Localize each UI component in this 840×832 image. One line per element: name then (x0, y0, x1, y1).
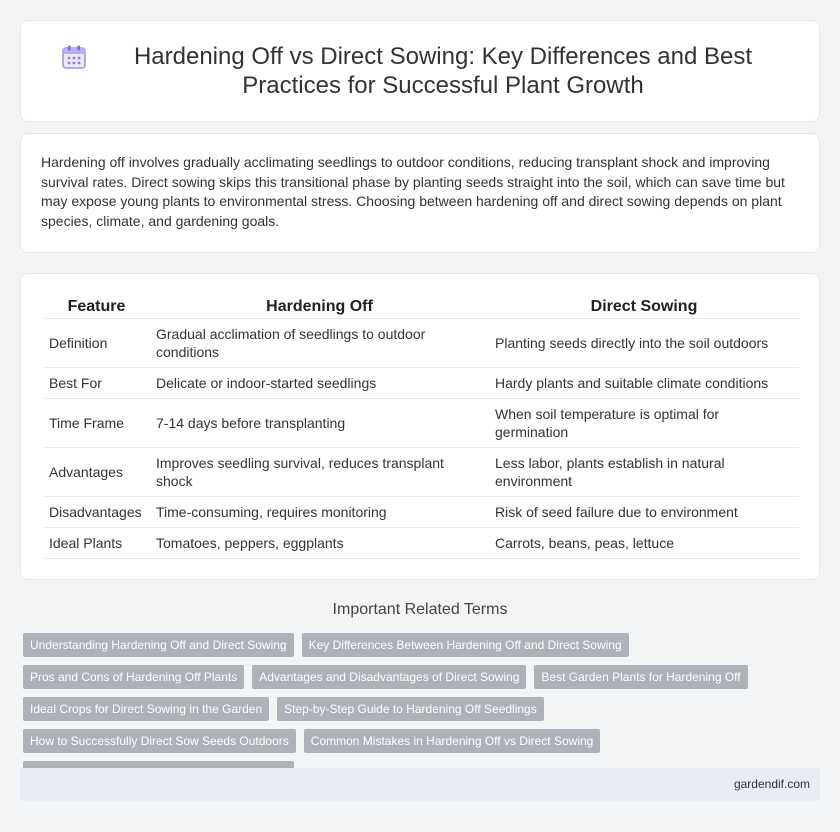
table-row (43, 398, 799, 447)
table-row (43, 447, 799, 496)
table-cell: Best For (43, 367, 150, 398)
comparison-card (20, 273, 820, 580)
comparison-table (43, 294, 799, 559)
related-term-tag[interactable]: Step-by-Step Guide to Hardening Off Seedlings (277, 697, 544, 721)
table-cell: Carrots, beans, peas, lettuce (489, 527, 799, 558)
related-term-tag[interactable]: Understanding Hardening Off and Direct Sowing (23, 633, 294, 657)
related-terms-title: Important Related Terms (332, 601, 508, 618)
table-cell: Risk of seed failure due to environment (489, 496, 799, 527)
header-hardening-off: Hardening Off (150, 294, 489, 318)
table-cell: Disadvantages (43, 496, 150, 527)
intro-card (20, 133, 820, 253)
table-cell: Time Frame (43, 398, 150, 447)
table-cell: When soil temperature is optimal for germination (489, 398, 799, 447)
related-term-tag[interactable]: Key Differences Between Hardening Off and Direct Sowing (302, 633, 629, 657)
page-title: Hardening Off vs Direct Sowing: Key Differences and Best Practices for Successful Plant Growth (133, 43, 753, 99)
footer-site-link[interactable]: gardendif.com (733, 777, 810, 791)
table-cell: Advantages (43, 447, 150, 496)
related-term-tag[interactable]: Common Mistakes in Hardening Off vs Direct Sowing (304, 729, 601, 753)
table-row (43, 318, 799, 367)
table-cell: Gradual acclimation of seedlings to outdoor conditions (150, 318, 489, 367)
related-term-tag[interactable]: Best Garden Plants for Hardening Off (534, 665, 747, 689)
header-feature: Feature (43, 294, 150, 318)
related-term-tag[interactable]: Ideal Crops for Direct Sowing in the Garden (23, 697, 269, 721)
table-cell: Delicate or indoor-started seedlings (150, 367, 489, 398)
header-direct-sowing: Direct Sowing (489, 294, 799, 318)
table-cell: Tomatoes, peppers, eggplants (150, 527, 489, 558)
table-cell: Planting seeds directly into the soil outdoors (489, 318, 799, 367)
title-card (20, 20, 820, 122)
table-cell: Definition (43, 318, 150, 367)
table-header-row (43, 294, 799, 318)
table-cell: Less labor, plants establish in natural environment (489, 447, 799, 496)
table-cell: Ideal Plants (43, 527, 150, 558)
table-cell: Hardy plants and suitable climate conditions (489, 367, 799, 398)
related-term-tag[interactable]: How to Successfully Direct Sow Seeds Outdoors (23, 729, 296, 753)
footer (20, 768, 820, 801)
table-row (43, 496, 799, 527)
table-cell: 7-14 days before transplanting (150, 398, 489, 447)
calendar-icon (61, 44, 87, 70)
related-term-tag[interactable]: Pros and Cons of Hardening Off Plants (23, 665, 244, 689)
related-term-tag[interactable]: Advantages and Disadvantages of Direct Sowing (252, 665, 526, 689)
table-row (43, 527, 799, 558)
table-cell: Improves seedling survival, reduces transplant shock (150, 447, 489, 496)
table-cell: Time-consuming, requires monitoring (150, 496, 489, 527)
intro-paragraph: Hardening off involves gradually acclimating seedlings to outdoor conditions, reducing transplant shock and improving survival rates. Direct sowing skips this transitional phase by planting seeds straight into the soil, which can save time but may expose young plants to environmental stress. Choosing between hardening off and direct sowing depends on plant species, climate, and gardening goals. (41, 154, 785, 229)
table-row (43, 367, 799, 398)
